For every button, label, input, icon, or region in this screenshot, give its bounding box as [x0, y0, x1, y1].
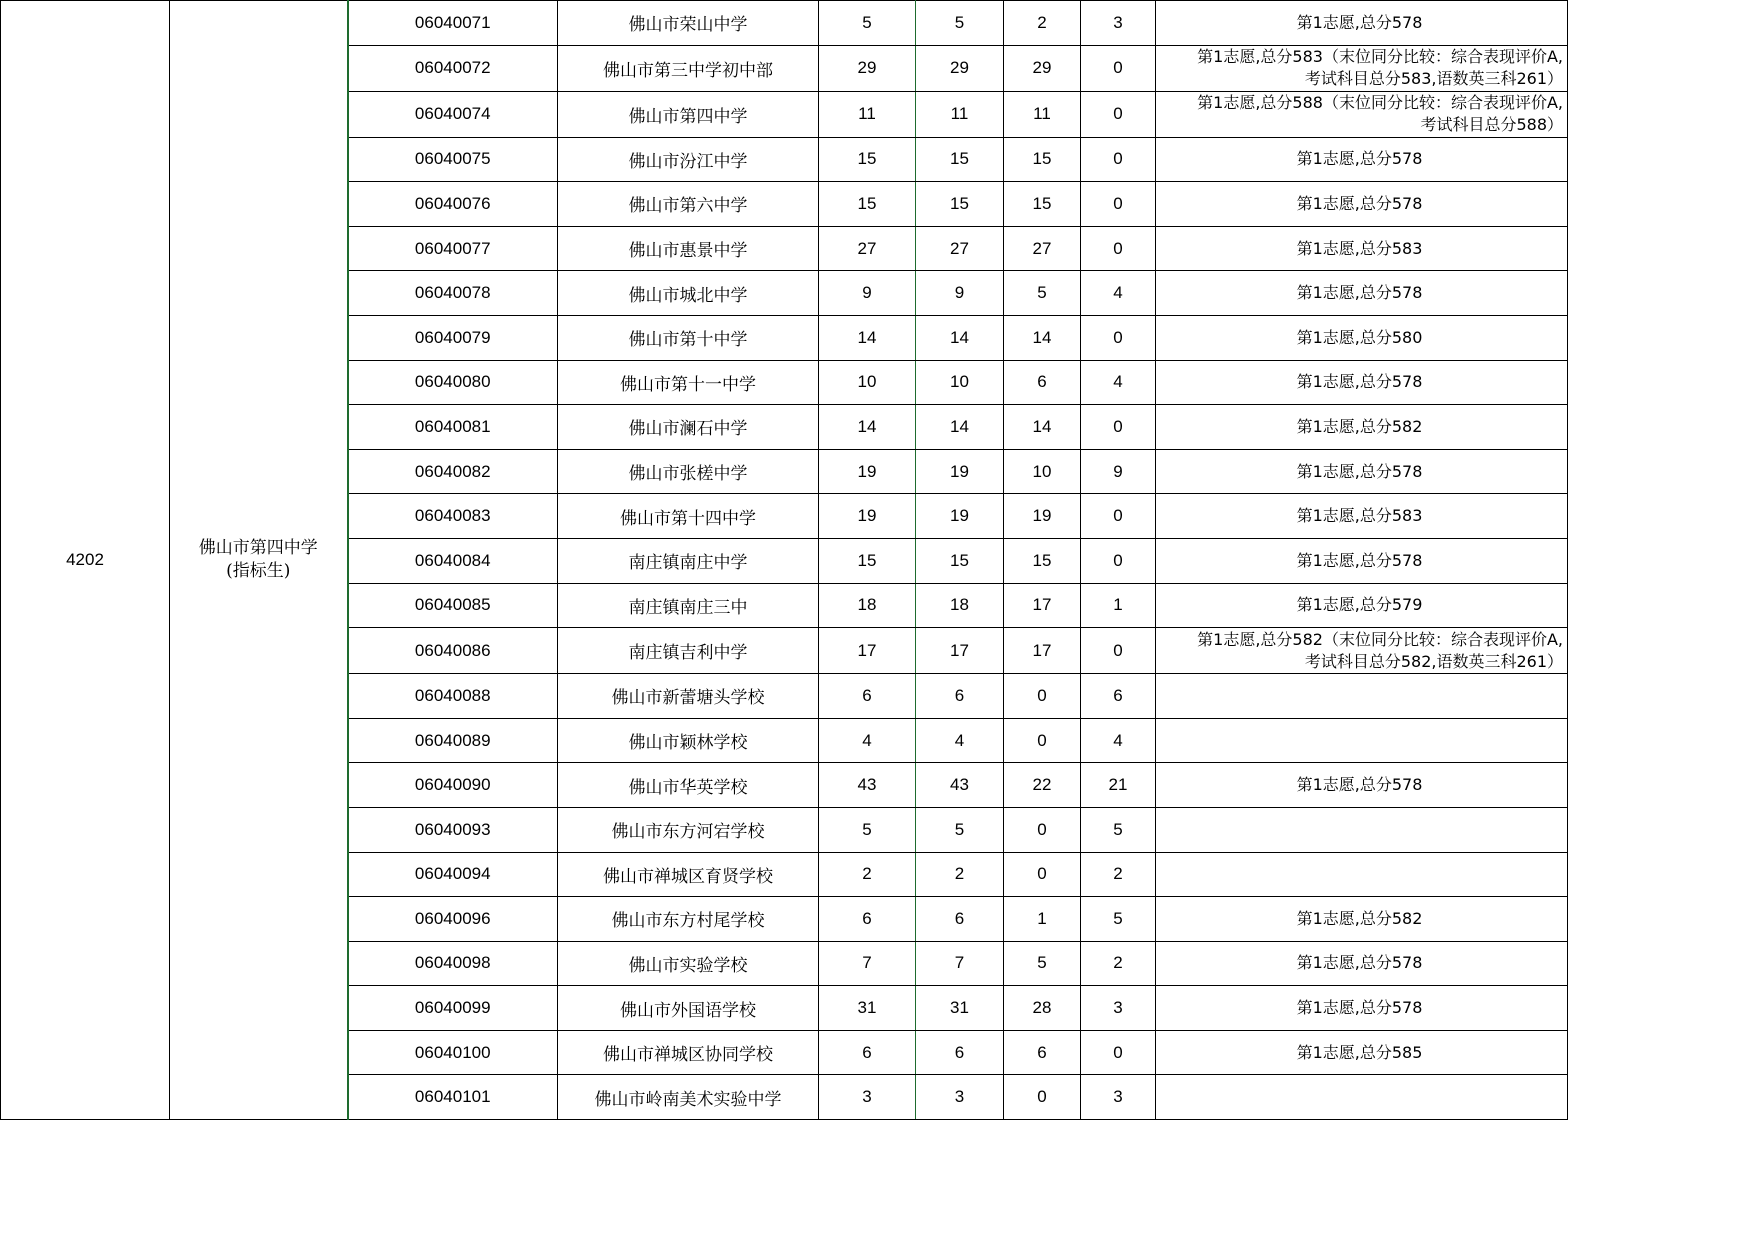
value-col4-cell: 21 — [1081, 763, 1156, 808]
value-col4-cell: 0 — [1081, 538, 1156, 583]
value-col3-cell: 5 — [1004, 941, 1081, 986]
school-code-cell: 06040083 — [348, 494, 558, 539]
school-name-cell: 佛山市惠景中学 — [558, 226, 819, 271]
value-col1-cell: 31 — [819, 986, 916, 1031]
value-col4-cell: 4 — [1081, 271, 1156, 316]
school-name-cell: 佛山市第十一中学 — [558, 360, 819, 405]
school-name-cell: 佛山市澜石中学 — [558, 405, 819, 450]
school-code-cell: 06040072 — [348, 45, 558, 91]
value-col1-cell: 10 — [819, 360, 916, 405]
value-col3-cell: 0 — [1004, 1075, 1081, 1120]
note-line1: 第1志愿,总分578 — [1296, 283, 1423, 303]
note-line1: 第1志愿,总分582 — [1296, 416, 1423, 436]
value-col2-cell: 17 — [916, 628, 1004, 674]
group-name-line1: 佛山市第四中学 — [198, 538, 318, 559]
value-col4-cell: 0 — [1081, 182, 1156, 227]
value-col4-cell: 6 — [1081, 674, 1156, 719]
note-cell — [1156, 583, 1568, 628]
school-name-cell: 佛山市张槎中学 — [558, 449, 819, 494]
value-col4-cell: 5 — [1081, 897, 1156, 942]
value-col3-cell: 11 — [1004, 91, 1081, 137]
school-code-cell: 06040090 — [348, 763, 558, 808]
school-code-cell: 06040100 — [348, 1030, 558, 1075]
note-line1: 第1志愿,总分588（末位同分比较：综合表现评价A, — [1197, 93, 1563, 113]
value-col3-cell: 29 — [1004, 45, 1081, 91]
value-col3-cell: 1 — [1004, 897, 1081, 942]
note-line1: 第1志愿,总分578 — [1296, 149, 1423, 169]
value-col2-cell: 9 — [916, 271, 1004, 316]
school-name-cell: 佛山市新蕾塘头学校 — [558, 674, 819, 719]
school-name-cell: 佛山市禅城区协同学校 — [558, 1030, 819, 1075]
value-col4-cell: 2 — [1081, 852, 1156, 897]
note-line2: 考试科目总分583,语数英三科261） — [1304, 69, 1563, 89]
note-cell — [1156, 986, 1568, 1031]
value-col2-cell: 31 — [916, 986, 1004, 1031]
value-col2-cell: 10 — [916, 360, 1004, 405]
note-line1: 第1志愿,总分578 — [1296, 953, 1423, 973]
note-cell — [1156, 1030, 1568, 1075]
value-col1-cell: 15 — [819, 182, 916, 227]
value-col3-cell: 27 — [1004, 226, 1081, 271]
school-code-cell: 06040099 — [348, 986, 558, 1031]
value-col4-cell: 0 — [1081, 226, 1156, 271]
value-col4-cell: 0 — [1081, 315, 1156, 360]
value-col1-cell: 19 — [819, 494, 916, 539]
value-col1-cell: 5 — [819, 807, 916, 852]
value-col4-cell: 3 — [1081, 1, 1156, 46]
school-name-cell: 佛山市禅城区育贤学校 — [558, 852, 819, 897]
value-col3-cell: 22 — [1004, 763, 1081, 808]
value-col4-cell: 1 — [1081, 583, 1156, 628]
school-name-cell: 佛山市华英学校 — [558, 763, 819, 808]
note-line1: 第1志愿,总分578 — [1296, 12, 1423, 32]
value-col1-cell: 19 — [819, 449, 916, 494]
note-cell — [1156, 538, 1568, 583]
note-cell — [1156, 315, 1568, 360]
value-col2-cell: 14 — [916, 315, 1004, 360]
note-cell — [1156, 1, 1568, 46]
value-col4-cell: 0 — [1081, 405, 1156, 450]
table-row — [1, 1, 1568, 46]
note-cell — [1156, 494, 1568, 539]
school-name-cell: 佛山市第四中学 — [558, 91, 819, 137]
note-cell — [1156, 449, 1568, 494]
value-col1-cell: 29 — [819, 45, 916, 91]
value-col4-cell: 9 — [1081, 449, 1156, 494]
school-code-cell: 06040075 — [348, 137, 558, 182]
note-cell — [1156, 807, 1568, 852]
value-col3-cell: 2 — [1004, 1, 1081, 46]
value-col3-cell: 15 — [1004, 137, 1081, 182]
school-code-cell: 06040077 — [348, 226, 558, 271]
value-col3-cell: 14 — [1004, 315, 1081, 360]
value-col2-cell: 2 — [916, 852, 1004, 897]
note-line1: 第1志愿,总分583 — [1296, 506, 1423, 526]
value-col1-cell: 15 — [819, 538, 916, 583]
school-name-cell: 佛山市荣山中学 — [558, 1, 819, 46]
note-line1: 第1志愿,总分582 — [1296, 908, 1423, 928]
value-col3-cell: 0 — [1004, 674, 1081, 719]
note-cell — [1156, 137, 1568, 182]
value-col2-cell: 4 — [916, 718, 1004, 763]
value-col1-cell: 3 — [819, 1075, 916, 1120]
value-col1-cell: 6 — [819, 897, 916, 942]
value-col2-cell: 15 — [916, 137, 1004, 182]
group-name-line2: (指标生) — [226, 561, 291, 582]
value-col4-cell: 0 — [1081, 494, 1156, 539]
school-code-cell: 06040101 — [348, 1075, 558, 1120]
value-col4-cell: 0 — [1081, 91, 1156, 137]
note-line1: 第1志愿,总分578 — [1296, 193, 1423, 213]
value-col4-cell: 0 — [1081, 628, 1156, 674]
note-cell — [1156, 628, 1568, 674]
school-code-cell: 06040076 — [348, 182, 558, 227]
value-col2-cell: 5 — [916, 807, 1004, 852]
school-name-cell: 南庄镇南庄中学 — [558, 538, 819, 583]
school-code-cell: 06040080 — [348, 360, 558, 405]
value-col3-cell: 10 — [1004, 449, 1081, 494]
value-col2-cell: 7 — [916, 941, 1004, 986]
note-line1: 第1志愿,总分578 — [1296, 461, 1423, 481]
value-col2-cell: 3 — [916, 1075, 1004, 1120]
school-name-cell: 佛山市第三中学初中部 — [558, 45, 819, 91]
note-line1: 第1志愿,总分583（末位同分比较：综合表现评价A, — [1197, 47, 1563, 67]
group-code-cell: 4202 — [1, 1, 170, 1120]
note-cell — [1156, 271, 1568, 316]
value-col1-cell: 5 — [819, 1, 916, 46]
value-col1-cell: 18 — [819, 583, 916, 628]
note-cell — [1156, 941, 1568, 986]
value-col1-cell: 2 — [819, 852, 916, 897]
value-col3-cell: 17 — [1004, 628, 1081, 674]
value-col4-cell: 0 — [1081, 45, 1156, 91]
note-cell — [1156, 718, 1568, 763]
value-col3-cell: 15 — [1004, 538, 1081, 583]
school-code-cell: 06040093 — [348, 807, 558, 852]
note-line1: 第1志愿,总分578 — [1296, 775, 1423, 795]
value-col2-cell: 15 — [916, 538, 1004, 583]
school-code-cell: 06040089 — [348, 718, 558, 763]
value-col2-cell: 6 — [916, 1030, 1004, 1075]
value-col4-cell: 4 — [1081, 718, 1156, 763]
school-code-cell: 06040081 — [348, 405, 558, 450]
school-name-cell: 南庄镇吉利中学 — [558, 628, 819, 674]
value-col2-cell: 18 — [916, 583, 1004, 628]
school-code-cell: 06040094 — [348, 852, 558, 897]
note-line1: 第1志愿,总分578 — [1296, 372, 1423, 392]
school-code-cell: 06040088 — [348, 674, 558, 719]
note-cell — [1156, 226, 1568, 271]
value-col4-cell: 3 — [1081, 986, 1156, 1031]
school-code-cell: 06040085 — [348, 583, 558, 628]
value-col1-cell: 11 — [819, 91, 916, 137]
note-cell — [1156, 897, 1568, 942]
note-line1: 第1志愿,总分578 — [1296, 550, 1423, 570]
note-cell — [1156, 405, 1568, 450]
value-col3-cell: 5 — [1004, 271, 1081, 316]
value-col3-cell: 14 — [1004, 405, 1081, 450]
school-code-cell: 06040084 — [348, 538, 558, 583]
value-col2-cell: 14 — [916, 405, 1004, 450]
value-col1-cell: 7 — [819, 941, 916, 986]
value-col4-cell: 4 — [1081, 360, 1156, 405]
value-col2-cell: 19 — [916, 494, 1004, 539]
value-col3-cell: 0 — [1004, 718, 1081, 763]
value-col1-cell: 4 — [819, 718, 916, 763]
note-line2: 考试科目总分582,语数英三科261） — [1304, 651, 1563, 671]
note-cell — [1156, 852, 1568, 897]
value-col3-cell: 0 — [1004, 807, 1081, 852]
note-line1: 第1志愿,总分580 — [1296, 327, 1423, 347]
school-code-cell: 06040079 — [348, 315, 558, 360]
school-name-cell: 佛山市颖林学校 — [558, 718, 819, 763]
school-code-cell: 06040096 — [348, 897, 558, 942]
group-name-cell — [170, 1, 348, 1120]
value-col1-cell: 9 — [819, 271, 916, 316]
value-col1-cell: 6 — [819, 674, 916, 719]
school-code-cell: 06040074 — [348, 91, 558, 137]
note-cell — [1156, 1075, 1568, 1120]
note-line1: 第1志愿,总分579 — [1296, 595, 1423, 615]
value-col4-cell: 0 — [1081, 1030, 1156, 1075]
school-name-cell: 佛山市实验学校 — [558, 941, 819, 986]
note-cell — [1156, 360, 1568, 405]
value-col1-cell: 15 — [819, 137, 916, 182]
value-col4-cell: 3 — [1081, 1075, 1156, 1120]
note-line2: 考试科目总分588） — [1420, 115, 1563, 135]
note-cell — [1156, 91, 1568, 137]
school-name-cell: 佛山市第十中学 — [558, 315, 819, 360]
school-name-cell: 佛山市城北中学 — [558, 271, 819, 316]
value-col3-cell: 6 — [1004, 1030, 1081, 1075]
school-code-cell: 06040078 — [348, 271, 558, 316]
value-col3-cell: 19 — [1004, 494, 1081, 539]
school-name-cell: 佛山市第六中学 — [558, 182, 819, 227]
school-name-cell: 佛山市东方河宕学校 — [558, 807, 819, 852]
value-col1-cell: 14 — [819, 315, 916, 360]
school-code-cell: 06040086 — [348, 628, 558, 674]
value-col2-cell: 5 — [916, 1, 1004, 46]
note-line1: 第1志愿,总分578 — [1296, 998, 1423, 1018]
value-col3-cell: 6 — [1004, 360, 1081, 405]
value-col2-cell: 29 — [916, 45, 1004, 91]
value-col1-cell: 6 — [819, 1030, 916, 1075]
school-name-cell: 佛山市汾江中学 — [558, 137, 819, 182]
value-col4-cell: 5 — [1081, 807, 1156, 852]
note-cell — [1156, 674, 1568, 719]
value-col3-cell: 28 — [1004, 986, 1081, 1031]
school-name-cell: 南庄镇南庄三中 — [558, 583, 819, 628]
school-code-cell: 06040098 — [348, 941, 558, 986]
school-name-cell: 佛山市岭南美术实验中学 — [558, 1075, 819, 1120]
value-col2-cell: 27 — [916, 226, 1004, 271]
note-cell — [1156, 182, 1568, 227]
value-col2-cell: 19 — [916, 449, 1004, 494]
value-col3-cell: 0 — [1004, 852, 1081, 897]
value-col1-cell: 17 — [819, 628, 916, 674]
value-col1-cell: 14 — [819, 405, 916, 450]
value-col2-cell: 11 — [916, 91, 1004, 137]
note-cell — [1156, 45, 1568, 91]
note-line1: 第1志愿,总分583 — [1296, 238, 1423, 258]
note-cell — [1156, 763, 1568, 808]
note-line1: 第1志愿,总分585 — [1296, 1042, 1423, 1062]
note-line1: 第1志愿,总分582（末位同分比较：综合表现评价A, — [1197, 629, 1563, 649]
table-body — [1, 1, 1568, 1120]
value-col4-cell: 0 — [1081, 137, 1156, 182]
school-name-cell: 佛山市外国语学校 — [558, 986, 819, 1031]
value-col4-cell: 2 — [1081, 941, 1156, 986]
value-col3-cell: 17 — [1004, 583, 1081, 628]
school-code-cell: 06040071 — [348, 1, 558, 46]
school-name-cell: 佛山市东方村尾学校 — [558, 897, 819, 942]
value-col2-cell: 6 — [916, 674, 1004, 719]
value-col3-cell: 15 — [1004, 182, 1081, 227]
value-col1-cell: 43 — [819, 763, 916, 808]
value-col1-cell: 27 — [819, 226, 916, 271]
value-col2-cell: 6 — [916, 897, 1004, 942]
value-col2-cell: 15 — [916, 182, 1004, 227]
value-col2-cell: 43 — [916, 763, 1004, 808]
school-code-cell: 06040082 — [348, 449, 558, 494]
school-name-cell: 佛山市第十四中学 — [558, 494, 819, 539]
